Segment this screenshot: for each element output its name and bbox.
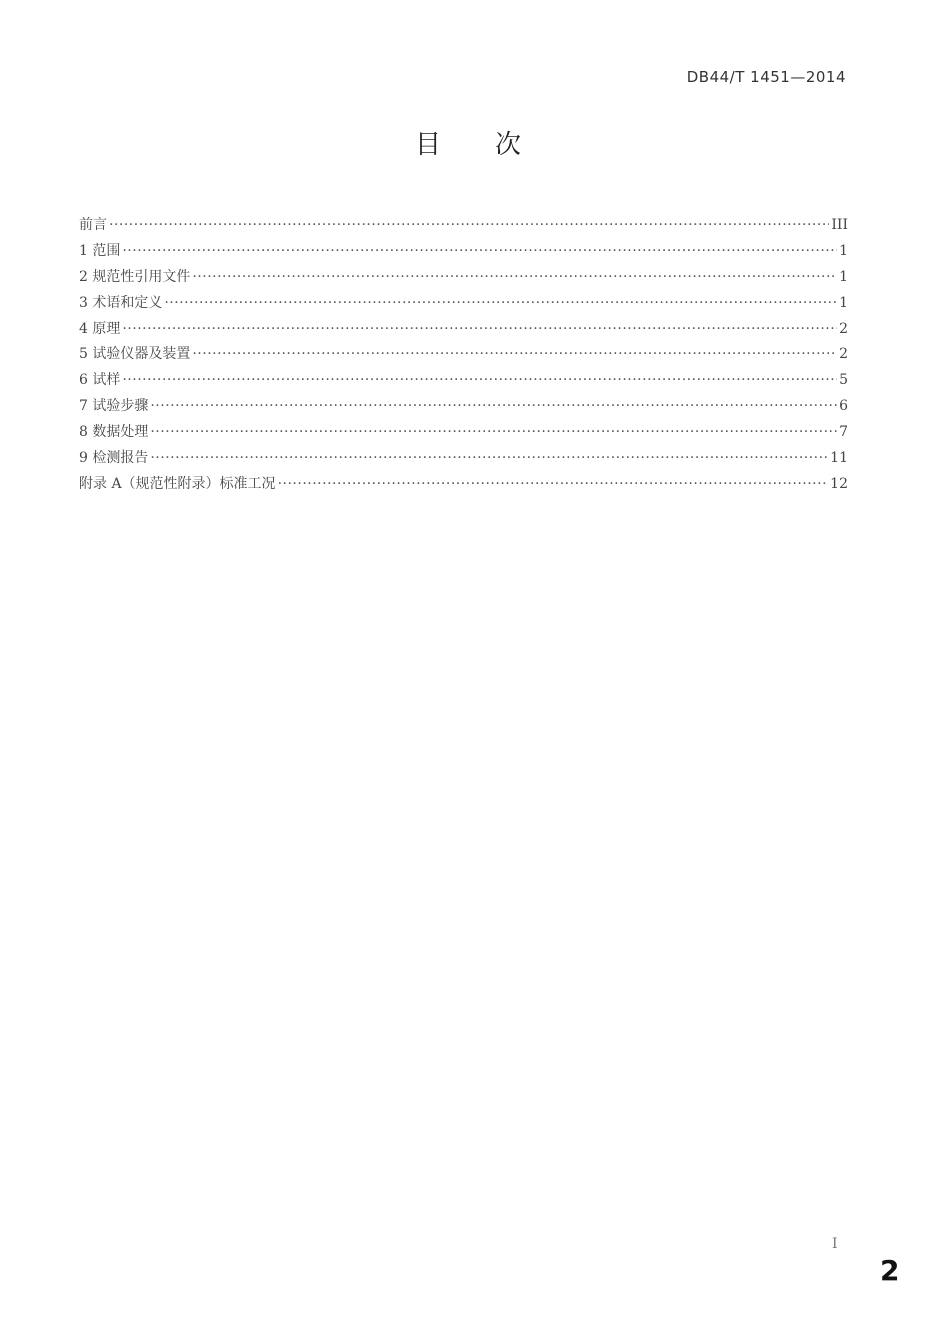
toc-leader-dots bbox=[150, 450, 828, 466]
toc-entry-label: 前言 bbox=[79, 217, 107, 233]
toc-entry-page: 12 bbox=[830, 475, 848, 492]
toc-entry-normative-references[interactable] bbox=[79, 266, 848, 292]
toc-entry-label: 8 数据处理 bbox=[79, 424, 149, 441]
toc-entry-page: III bbox=[831, 217, 848, 233]
toc-entry-terms-definitions[interactable] bbox=[79, 292, 848, 318]
toc-entry-principle[interactable] bbox=[79, 318, 848, 344]
toc-entry-page: 11 bbox=[830, 450, 848, 467]
toc-leader-dots bbox=[278, 476, 829, 492]
toc-entry-label: 1 范围 bbox=[79, 242, 121, 259]
toc-leader-dots bbox=[164, 295, 837, 311]
page-number-roman: I bbox=[832, 1236, 838, 1252]
toc-entry-page: 1 bbox=[839, 268, 848, 285]
toc-leader-dots bbox=[122, 321, 837, 337]
toc-entry-page: 7 bbox=[839, 424, 848, 441]
toc-entry-page: 2 bbox=[839, 320, 848, 337]
toc-leader-dots bbox=[150, 398, 837, 414]
scan-page-number: 2 bbox=[880, 1254, 900, 1287]
toc-entry-test-procedure[interactable] bbox=[79, 395, 848, 421]
toc-entry-page: 5 bbox=[839, 372, 848, 389]
toc-entry-foreword[interactable] bbox=[79, 214, 848, 240]
document-code: DB44/T 1451—2014 bbox=[686, 68, 846, 86]
toc-entry-scope[interactable] bbox=[79, 240, 848, 266]
toc-entry-label: 4 原理 bbox=[79, 320, 121, 337]
toc-entry-page: 1 bbox=[839, 242, 848, 259]
toc-entry-page: 2 bbox=[839, 346, 848, 363]
toc-entry-test-report[interactable] bbox=[79, 447, 848, 473]
toc-entry-data-processing[interactable] bbox=[79, 421, 848, 447]
toc-entry-label: 9 检测报告 bbox=[79, 450, 149, 467]
toc-entry-specimen[interactable] bbox=[79, 369, 848, 395]
toc-entry-label: 6 试样 bbox=[79, 372, 121, 389]
toc-entry-label: 5 试验仪器及装置 bbox=[79, 346, 191, 363]
toc-leader-dots bbox=[122, 372, 837, 388]
toc-leader-dots bbox=[109, 217, 829, 233]
page-title: 目次 bbox=[414, 130, 575, 160]
toc-entry-label: 2 规范性引用文件 bbox=[79, 268, 191, 285]
toc-entry-apparatus[interactable] bbox=[79, 343, 848, 369]
toc-entry-annex-a[interactable] bbox=[79, 473, 848, 499]
toc-leader-dots bbox=[192, 346, 837, 362]
toc-leader-dots bbox=[192, 269, 837, 285]
table-of-contents bbox=[79, 214, 848, 499]
toc-leader-dots bbox=[122, 243, 837, 259]
toc-entry-page: 6 bbox=[839, 398, 848, 415]
toc-entry-label: 附录 A（规范性附录）标准工况 bbox=[79, 475, 276, 492]
toc-entry-label: 7 试验步骤 bbox=[79, 398, 149, 415]
toc-entry-label: 3 术语和定义 bbox=[79, 294, 163, 311]
toc-leader-dots bbox=[150, 424, 837, 440]
toc-entry-page: 1 bbox=[839, 294, 848, 311]
